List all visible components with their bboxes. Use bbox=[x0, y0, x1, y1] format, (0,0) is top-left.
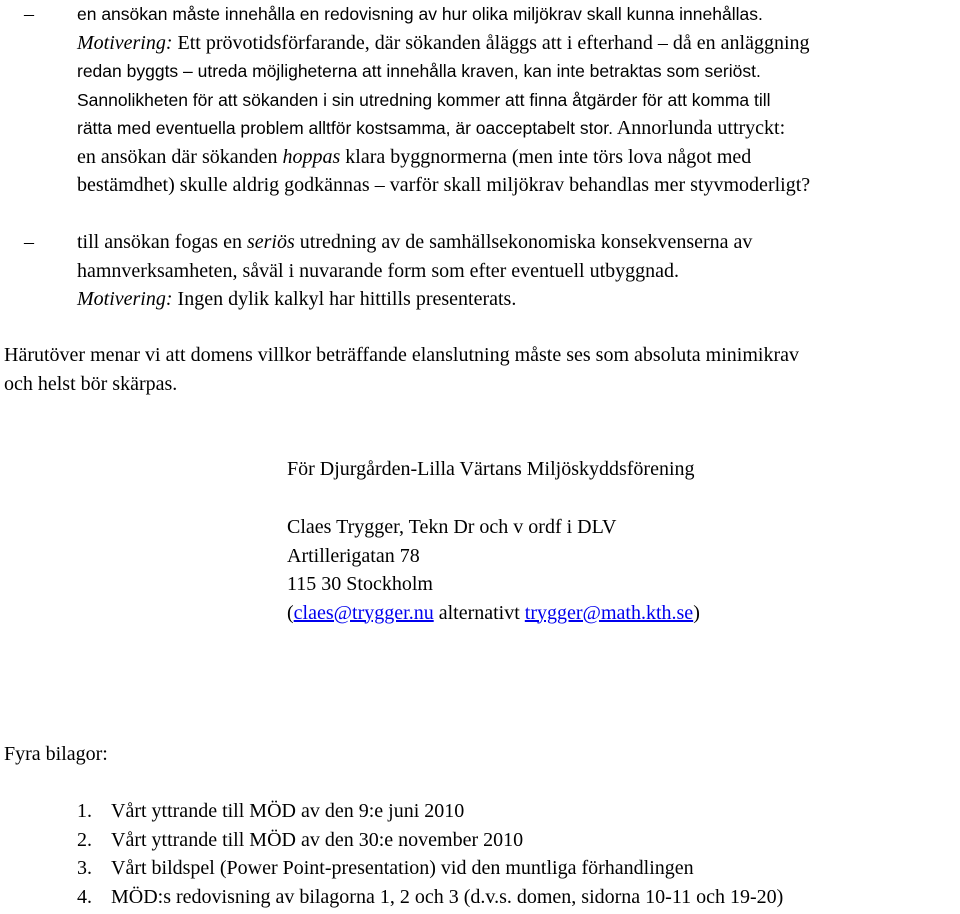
attachments-list bbox=[77, 797, 783, 911]
bullet-economic-analysis bbox=[77, 228, 957, 314]
bullet-requirement-environment bbox=[77, 0, 957, 200]
list-item bbox=[77, 826, 783, 855]
text-line: hamnverksamheten, såväl i nuvarande form som efter eventuell utbyggnad. bbox=[77, 259, 680, 282]
item-text: MÖD:s redovisning av bilagorna 1, 2 och 3 (d.v.s. domen, sidorna 10-11 och 19-20) bbox=[111, 885, 784, 908]
signature-organization: För Djurgården-Lilla Värtans Miljöskyddsförening bbox=[287, 458, 695, 480]
list-item bbox=[77, 797, 783, 826]
item-number: 4. bbox=[77, 885, 92, 908]
text-segment: alternativt bbox=[433, 601, 525, 624]
attachments-title: Fyra bilagor: bbox=[4, 743, 108, 765]
item-number: 2. bbox=[77, 828, 92, 851]
list-item bbox=[77, 883, 783, 912]
bullet-dash: – bbox=[24, 3, 34, 25]
item-text: Vårt yttrande till MÖD av den 30:e november 2010 bbox=[111, 828, 524, 851]
postal-address: 115 30 Stockholm bbox=[287, 573, 433, 595]
text-line: en ansökan måste innehålla en redovisning av hur olika miljökrav skall kunna innehållas. bbox=[77, 4, 763, 24]
item-text: Vårt yttrande till MÖD av den 9:e juni 2010 bbox=[111, 800, 465, 822]
text-segment: till ansökan fogas en bbox=[77, 231, 247, 253]
signer-name: Claes Trygger, Tekn Dr och v ordf i DLV bbox=[287, 516, 617, 538]
item-number: 3. bbox=[77, 857, 92, 879]
bullet-dash: – bbox=[24, 231, 34, 253]
motivation-label: Motivering: bbox=[77, 288, 173, 310]
street-address: Artillerigatan 78 bbox=[287, 544, 420, 567]
closing-paragraph bbox=[4, 341, 960, 398]
motivation-label: Motivering: bbox=[77, 31, 173, 54]
item-text: Vårt bildspel (Power Point-presentation) vid den muntliga förhandlingen bbox=[111, 857, 694, 879]
email-link-primary[interactable]: claes@trygger.nu bbox=[293, 601, 434, 624]
text-segment: Annorlunda uttryckt: bbox=[612, 117, 786, 139]
text-line bbox=[77, 228, 957, 257]
text-line: och helst bör skärpas. bbox=[4, 372, 178, 395]
text-line: bestämdhet) skulle aldrig godkännas – varför skall miljökrav behandlas mer styvmoderligt? bbox=[77, 174, 811, 196]
email-line bbox=[287, 599, 700, 628]
list-item bbox=[77, 854, 783, 883]
emphasis-text: hoppas bbox=[282, 145, 341, 168]
text-segment: rätta med eventuella problem alltför kostsamma, är oacceptabelt stor. bbox=[77, 118, 613, 138]
text-segment: klara byggnormerna (men inte törs lova något med bbox=[340, 145, 752, 168]
text-line bbox=[77, 114, 957, 143]
text-line bbox=[77, 143, 957, 172]
text-line bbox=[77, 285, 957, 314]
item-number: 1. bbox=[77, 800, 92, 822]
text-segment: en ansökan där sökanden bbox=[77, 145, 283, 168]
text-line: Härutöver menar vi att domens villkor beträffande elanslutning måste ses som absoluta minimikrav bbox=[4, 344, 799, 366]
text-segment: Ingen dylik kalkyl har hittills presenterats. bbox=[172, 288, 517, 310]
text-line bbox=[77, 29, 957, 58]
text-line: Sannolikheten för att sökanden i sin utredning kommer att finna åtgärder för att komma till bbox=[77, 89, 771, 110]
email-link-secondary[interactable]: trygger@math.kth.se bbox=[524, 601, 694, 624]
paren-close: ) bbox=[693, 601, 700, 624]
signature-block bbox=[287, 513, 700, 627]
emphasis-text: seriös bbox=[246, 231, 295, 253]
text-segment: utredning av de samhällsekonomiska konsekvenserna av bbox=[294, 231, 753, 253]
text-line: redan byggts – utreda möjligheterna att innehålla kraven, kan inte betraktas som seriöst. bbox=[77, 61, 761, 81]
text-segment: Ett prövotidsförfarande, där sökanden åläggs att i efterhand – då en anläggning bbox=[172, 31, 810, 54]
paren-open: ( bbox=[287, 601, 294, 624]
